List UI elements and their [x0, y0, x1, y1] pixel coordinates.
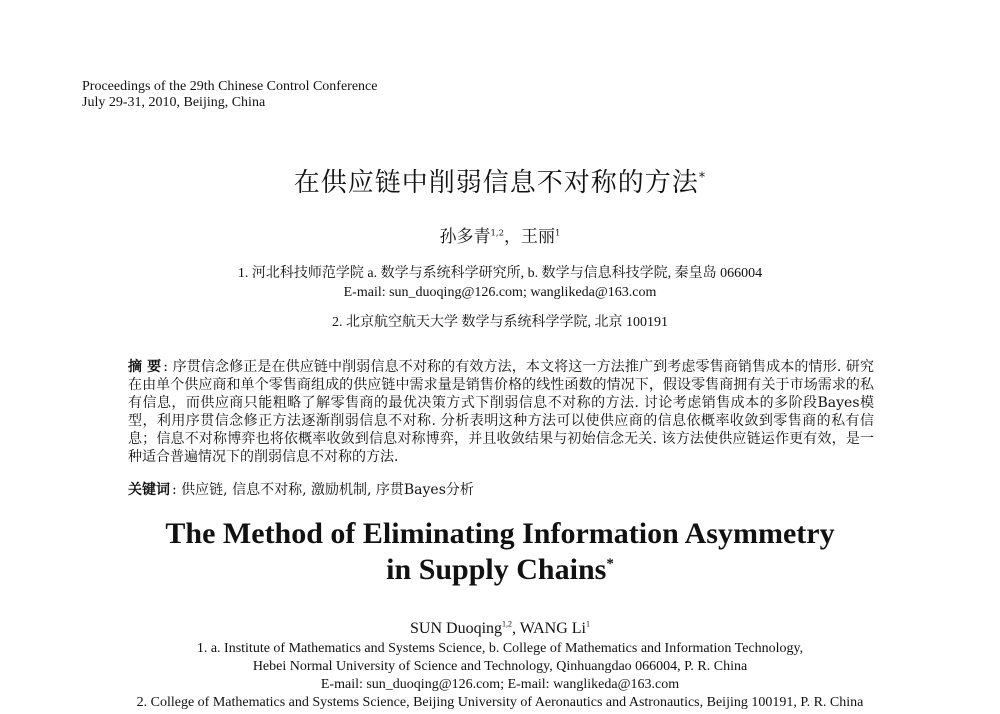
english-title-line-2-text: in Supply Chains: [386, 553, 607, 586]
abstract-label: 摘 要: [128, 359, 162, 375]
english-title: [0, 516, 1000, 588]
proceedings-title: Proceedings of the 29th Chinese Control Conference: [82, 79, 378, 94]
chinese-author-separator: ，: [504, 227, 522, 247]
english-title-line-2: [0, 552, 1000, 588]
chinese-email: E-mail: sun_duoqing@126.com; wanglikeda@163.com: [343, 285, 657, 300]
chinese-title-text: 在供应链中削弱信息不对称的方法: [293, 168, 699, 198]
chinese-author-1: 孙多青: [439, 227, 491, 247]
chinese-keywords: [128, 481, 874, 499]
chinese-author-1-affiliation: 1,2: [490, 228, 505, 239]
english-title-footnote-mark: *: [606, 556, 614, 572]
english-email: E-mail: sun_duoqing@126.com; E-mail: wanglikeda@163.com: [320, 677, 680, 692]
english-author-1-affiliation: 1,2: [502, 619, 513, 629]
english-title-line-1: The Method of Eliminating Information Asymmetry: [165, 517, 835, 550]
chinese-affiliation-2: 2. 北京航空航天大学 数学与系统科学学院, 北京 100191: [332, 315, 668, 330]
chinese-authors: [0, 226, 1000, 248]
keywords-label: 关键词: [128, 482, 170, 498]
english-affiliation-2: 2. College of Mathematics and Systems Science, Beijing University of Aeronautics and Astronautics, Beijing 100191, P. R. China: [136, 695, 864, 710]
english-author-2-affiliation: 1: [585, 619, 590, 629]
chinese-title-footnote-mark: *: [698, 170, 707, 186]
keywords-text: : 供应链, 信息不对称, 激励机制, 序贯Bayes分析: [172, 482, 474, 498]
english-author-1: SUN Duoqing: [410, 620, 503, 637]
english-affiliation-1-line-1: 1. a. Institute of Mathematics and Systems Science, b. College of Mathematics and Information Technology,: [196, 641, 804, 656]
chinese-author-2: 王丽: [521, 227, 556, 247]
english-authors: [0, 619, 1000, 639]
chinese-author-2-affiliation: 1: [555, 228, 561, 239]
chinese-title: [0, 165, 1000, 201]
proceedings-header: [82, 79, 377, 111]
chinese-affiliation-1: 1. 河北科技师范学院 a. 数学与系统科学研究所, b. 数学与信息科技学院, 秦皇岛 066004: [237, 266, 763, 281]
abstract-text: : 序贯信念修正是在供应链中削弱信息不对称的有效方法，本文将这一方法推广到考虑零售商销售成本的情形. 研究在由单个供应商和单个零售商组成的供应链中需求量是销售价格的线性函数的情况下，假设零售商拥有关于市场需求的私有信息，而供应商只能粗略了解零售商的最优决策方式下削弱信息不对称的方法. 讨论考虑销售成本的多阶段Bayes模型，利用序贯信念修正方法逐渐削弱信息不对称. 分析表明这种方法可以使供应商的信息依概率收敛到零售商的私有信息；信息不对称博弈也将依概率收敛到信息对称博弈，并且收敛结果与初始信念无关. 该方法使供应链运作更有效，是一种适合普遍情况下的削弱信息不对称的方法.: [128, 359, 874, 465]
english-author-separator: ,: [512, 620, 520, 637]
chinese-abstract: [128, 358, 874, 466]
english-affiliation-1-line-2: Hebei Normal University of Science and Technology, Qinhuangdao 066004, P. R. China: [252, 659, 748, 674]
proceedings-date-location: July 29-31, 2010, Beijing, China: [82, 95, 266, 110]
english-author-2: WANG Li: [519, 620, 586, 637]
